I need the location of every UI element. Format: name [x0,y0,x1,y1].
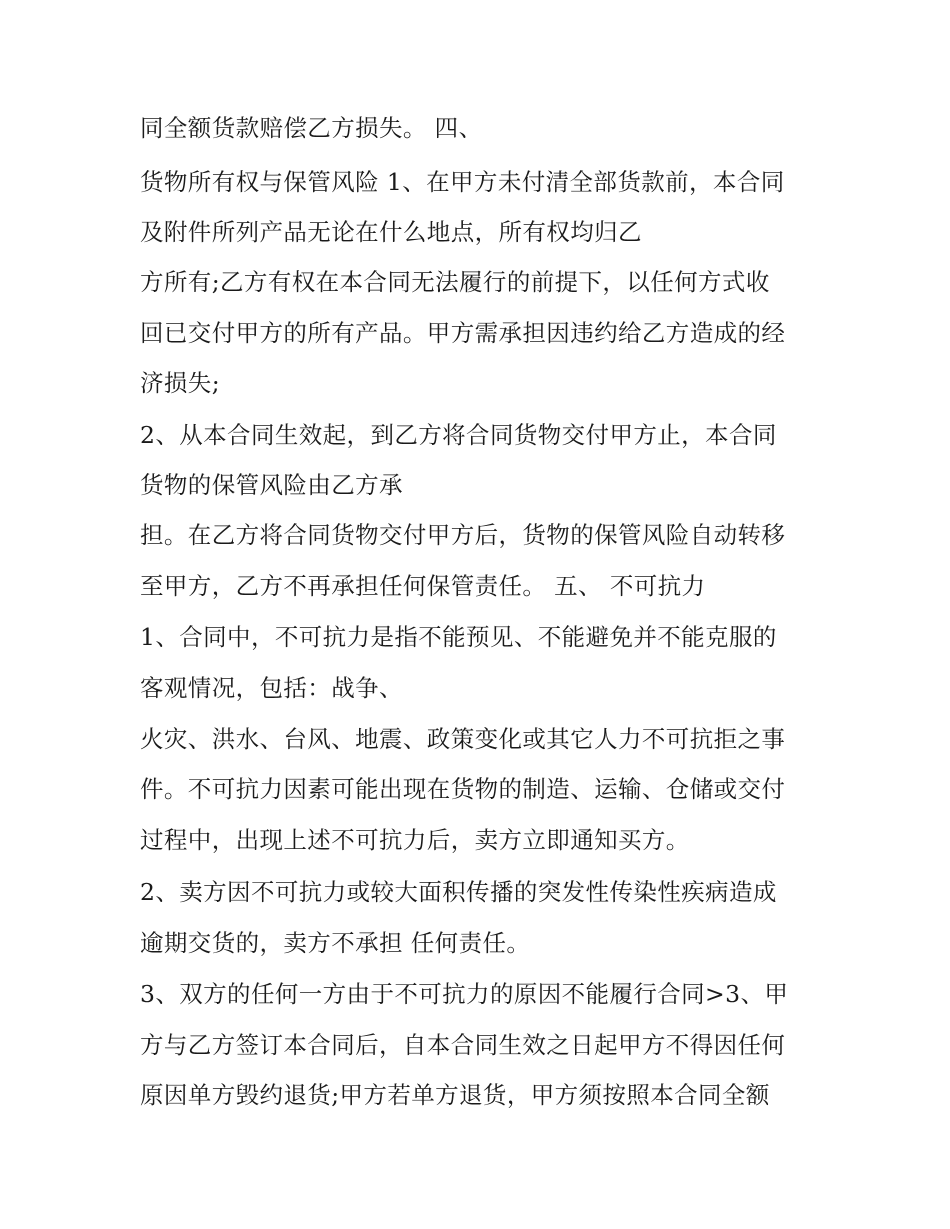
text-line-7: 2、从本合同生效起，到乙方将合同货物交付甲方止，本合同 [140,421,777,449]
text-line-8: 货物的保管风险由乙方承 [140,471,403,499]
text-line-2: 货物所有权与保管风险 1、在甲方未付清全部货款前，本合同 [140,168,785,196]
text-line-14: 件。不可抗力因素可能出现在货物的制造、运输、仓储或交付 [140,775,786,803]
text-line-1: 同全额货款赔偿乙方损失。 四、 [140,114,483,142]
text-line-4: 方所有;乙方有权在本合同无法履行的前提下，以任何方式收 [140,268,770,296]
text-line-20: 原因单方毁约退货;甲方若单方退货，甲方须按照本合同全额 [140,1081,770,1109]
text-line-15: 过程中，出现上述不可抗力后，卖方立即通知买方。 [140,826,690,854]
text-line-12: 客观情况，包括：战争、 [140,674,403,702]
text-line-5: 回已交付甲方的所有产品。甲方需承担因违约给乙方造成的经 [140,319,786,347]
text-line-6: 济损失; [140,369,221,397]
text-line-3: 及附件所列产品无论在什么地点，所有权均归乙 [140,218,642,246]
text-line-13: 火灾、洪水、台风、地震、政策变化或其它人力不可抗拒之事 [140,725,786,753]
text-line-11: 1、合同中，不可抗力是指不能预见、不能避免并不能克服的 [140,623,777,651]
text-line-19: 方与乙方签订本合同后，自本合同生效之日起甲方不得因任何 [140,1031,786,1059]
text-line-10: 至甲方，乙方不再承担任何保管责任。 五、 不可抗力 [140,572,706,600]
text-line-16: 2、卖方因不可抗力或较大面积传播的突发性传染性疾病造成 [140,878,777,906]
text-line-9: 担。在乙方将合同货物交付甲方后，货物的保管风险自动转移 [140,521,786,549]
text-line-18: 3、双方的任何一方由于不可抗力的原因不能履行合同>3、甲 [140,980,789,1008]
text-line-17: 逾期交货的，卖方不承担 任何责任。 [140,929,531,957]
